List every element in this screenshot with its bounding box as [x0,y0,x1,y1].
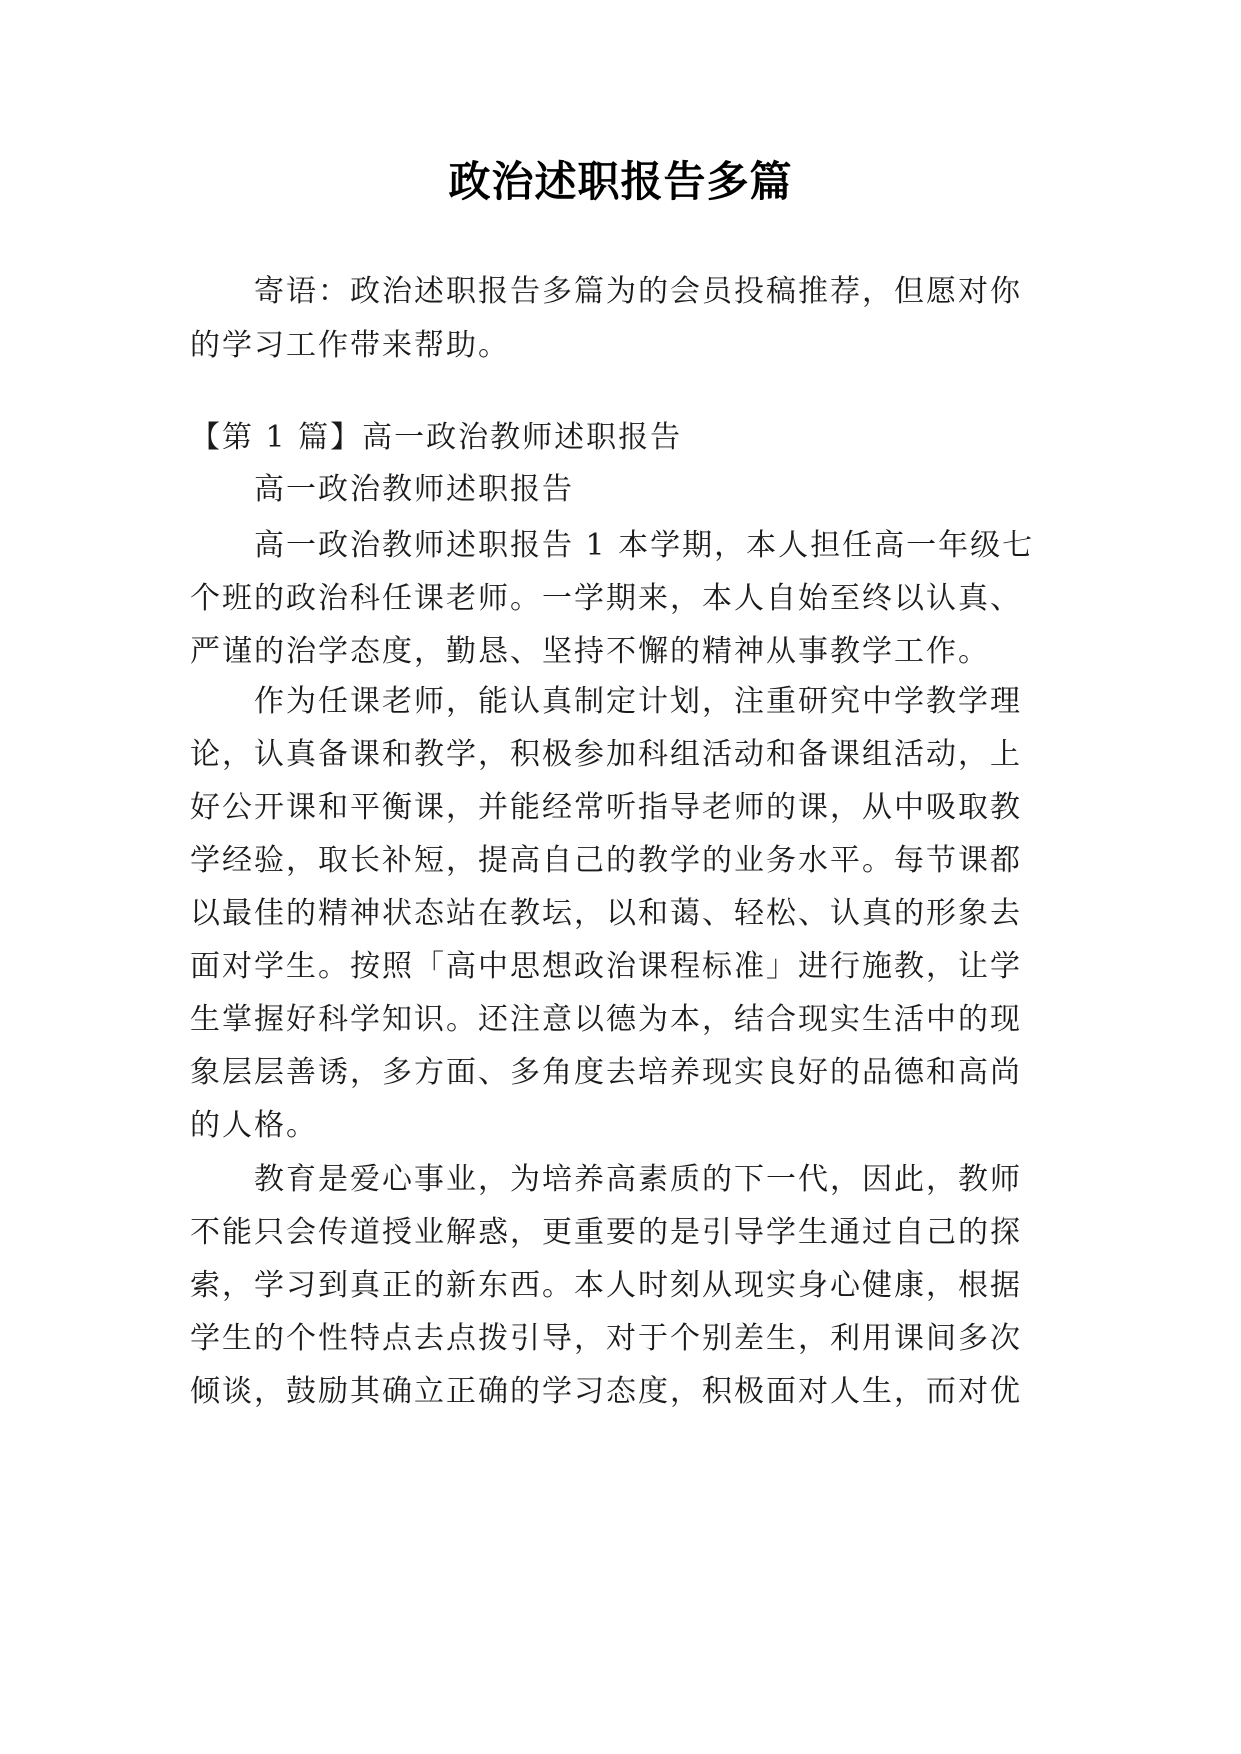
paragraph-line: 学生的个性特点去点拨引导，对于个别差生，利用课间多次 [190,1321,1022,1356]
paragraph-line: 严谨的治学态度，勤恳、坚持不懈的精神从事教学工作。 [190,634,990,669]
paragraph-line: 论，认真备课和教学，积极参加科组活动和备课组活动，上 [190,737,1022,772]
paragraph-line: 索，学习到真正的新东西。本人时刻从现实身心健康，根据 [190,1268,1022,1303]
paragraph-line: 倾谈，鼓励其确立正确的学习态度，积极面对人生，而对优 [190,1374,1022,1409]
paragraph-line: 高一政治教师述职报告 1 本学期，本人担任高一年级七 [254,528,1035,563]
paragraph-line: 好公开课和平衡课，并能经常听指导老师的课，从中吸取教 [190,790,1022,825]
document-title: 政治述职报告多篇 [448,157,793,206]
paragraph-line: 作为任课老师，能认真制定计划，注重研究中学教学理 [254,684,1022,719]
paragraph-line: 的人格。 [190,1108,318,1143]
paragraph-line: 教育是爱心事业，为培养高素质的下一代，因此，教师 [254,1162,1022,1197]
foreword-line: 的学习工作带来帮助。 [190,328,510,363]
paragraph-line: 个班的政治科任课老师。一学期来，本人自始至终以认真、 [190,581,1022,616]
paragraph-line: 以最佳的精神状态站在教坛，以和蔼、轻松、认真的形象去 [190,896,1022,931]
foreword-line: 寄语：政治述职报告多篇为的会员投稿推荐，但愿对你 [254,274,1022,309]
paragraph-line: 象层层善诱，多方面、多角度去培养现实良好的品德和高尚 [190,1055,1022,1090]
paragraph-line: 面对学生。按照「高中思想政治课程标准」进行施教，让学 [190,949,1022,984]
section-heading: 【第 1 篇】高一政治教师述职报告 [190,420,683,455]
paragraph-line: 学经验，取长补短，提高自己的教学的业务水平。每节课都 [190,843,1022,878]
paragraph-line: 不能只会传道授业解惑，更重要的是引导学生通过自己的探 [190,1215,1022,1250]
subheading: 高一政治教师述职报告 [254,472,574,507]
paragraph-line: 生掌握好科学知识。还注意以德为本，结合现实生活中的现 [190,1002,1022,1037]
